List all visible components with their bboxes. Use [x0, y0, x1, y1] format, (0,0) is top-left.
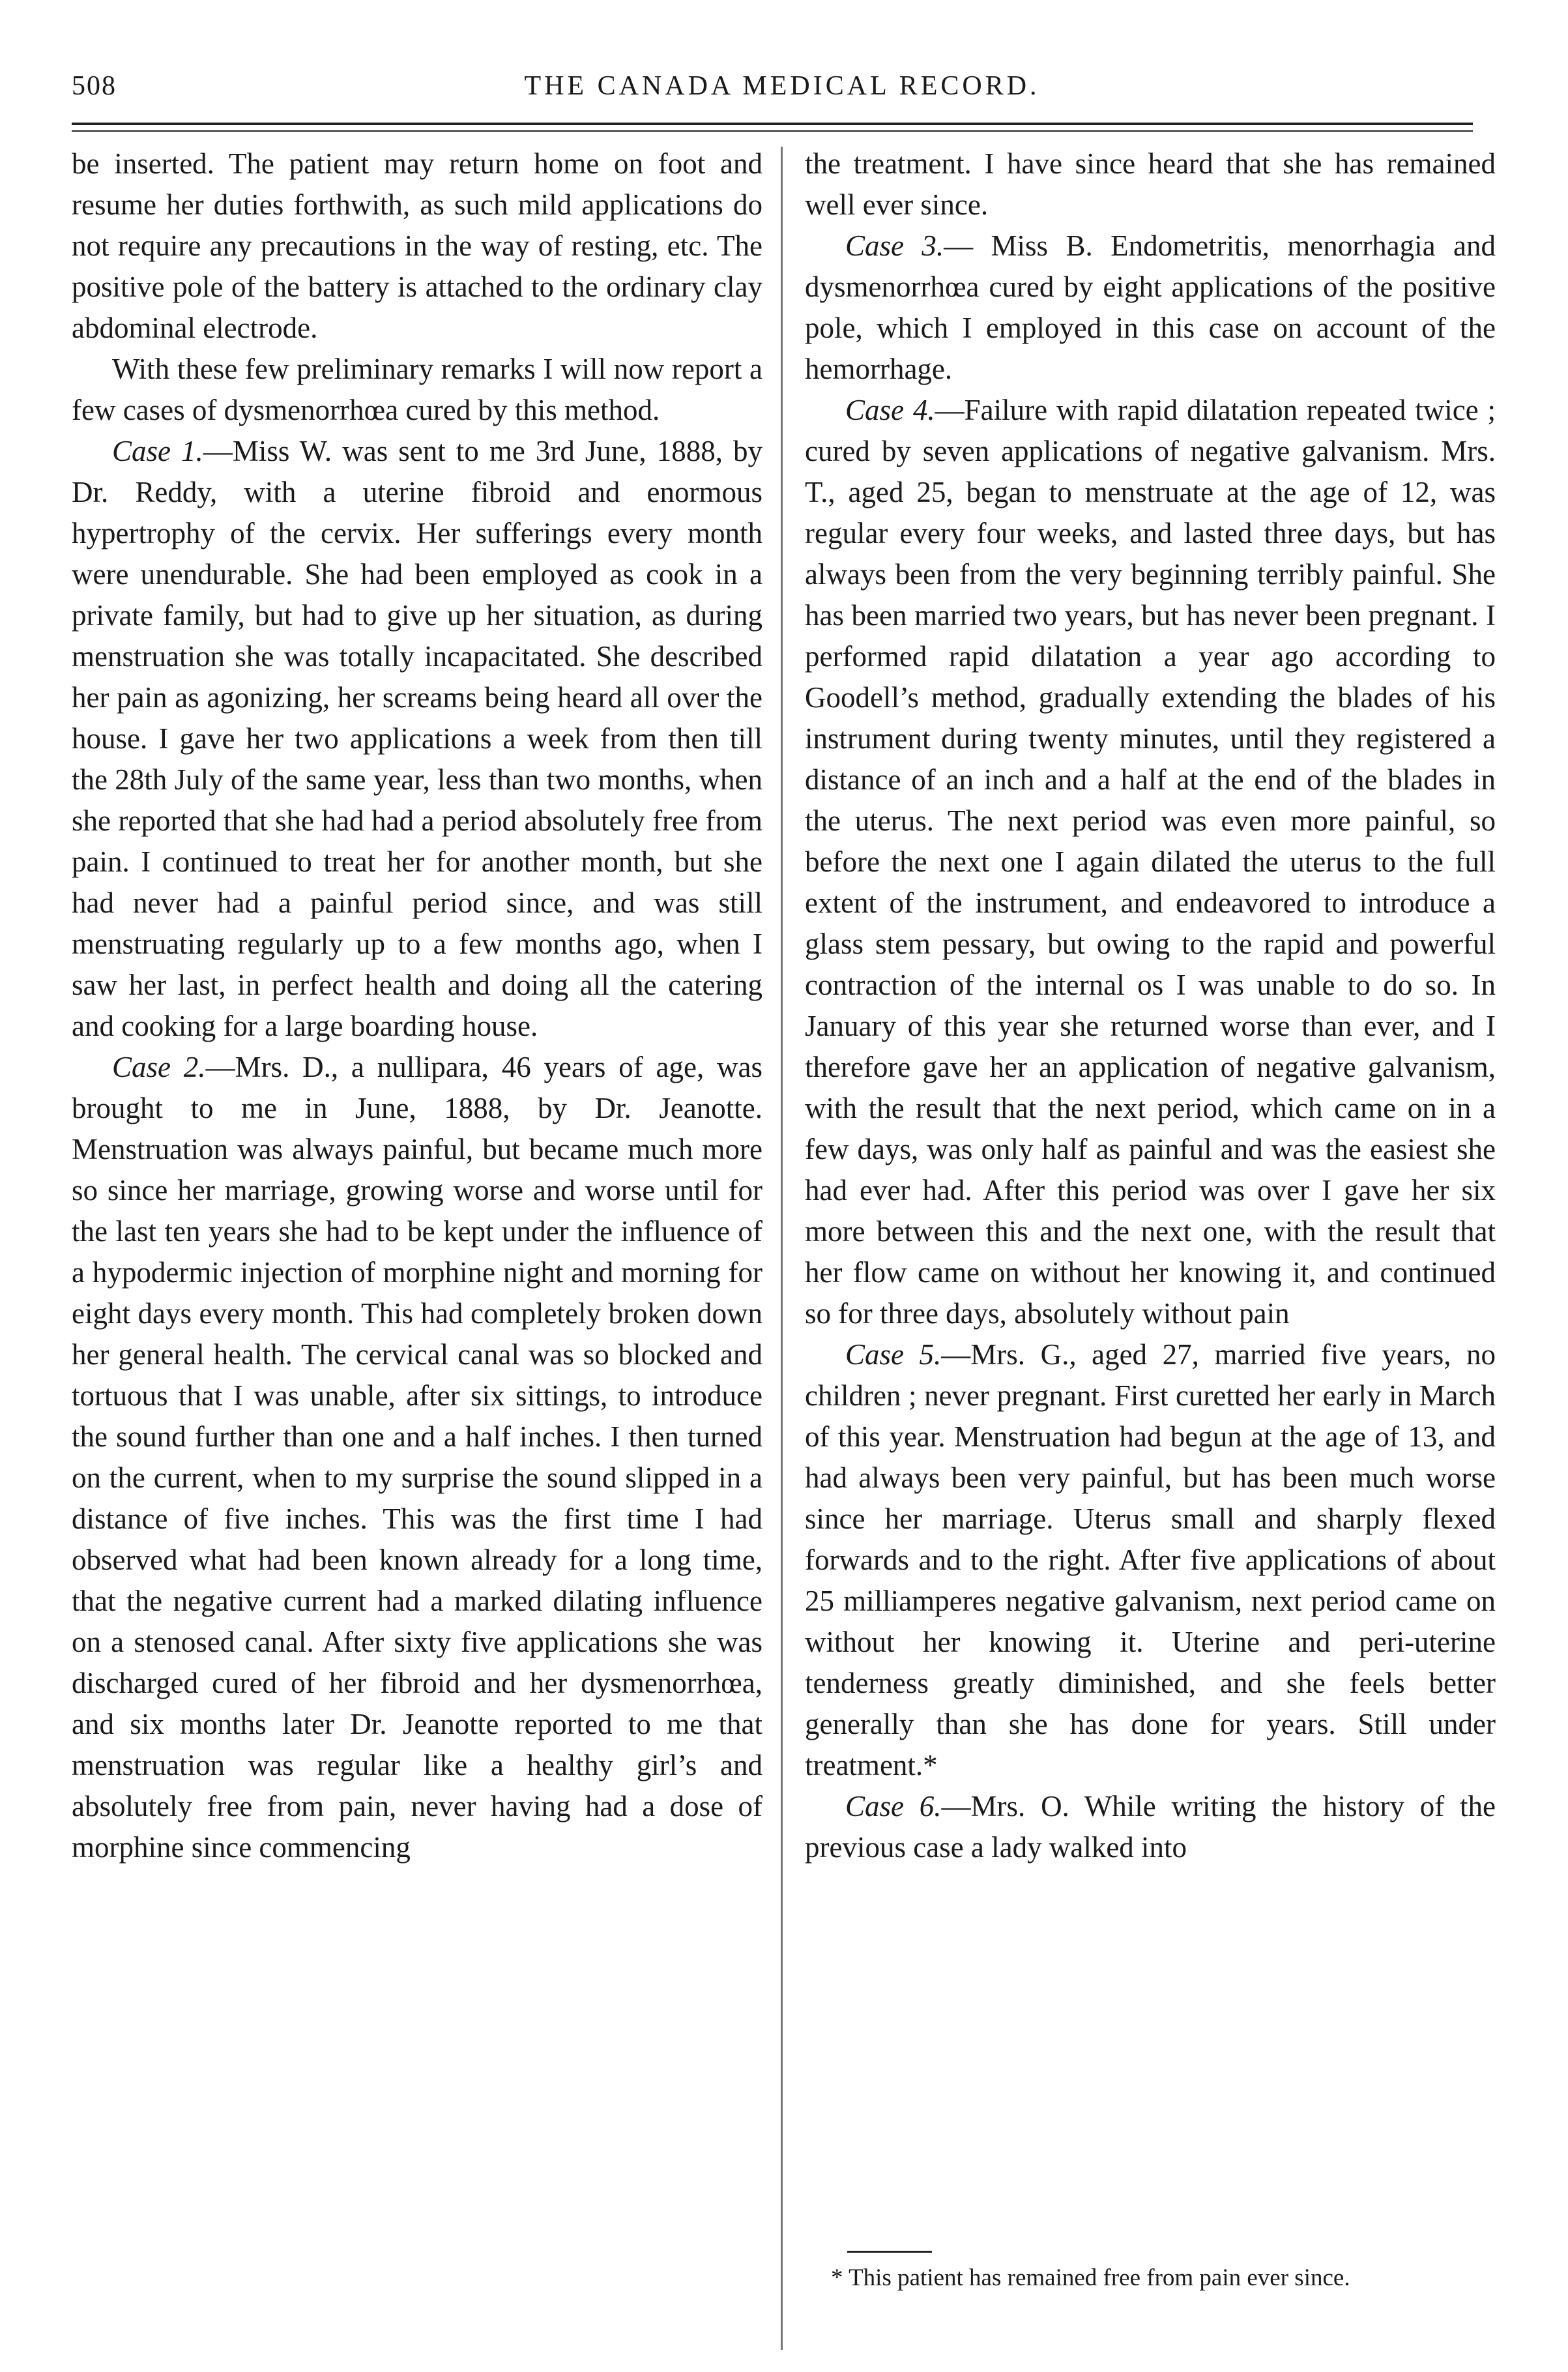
footnote: * This patient has remained free from pain ever since.: [831, 2264, 1350, 2291]
paragraph-case-5: [805, 1334, 1496, 1786]
case-6-label: Case 6.: [845, 1790, 942, 1823]
case-1-label: Case 1.: [112, 435, 203, 467]
paragraph-case-3: [805, 226, 1496, 390]
column-divider: [781, 147, 783, 2350]
paragraph-case-6: [805, 1786, 1496, 1868]
case-5-text: —Mrs. G., aged 27, married five years, no children ; never pregnant. First curetted her early in March of this year. Menstruation had begun at the age of 13, and had always been very painful, but has been much worse since her marriage. Uterus small and sharply flexed forwards and to the right. After five applications of about 25 milliamperes negative galvanism, next period came on without her knowing it. Uterine and peri-uterine tenderness greatly diminished, and she feels better generally than she has done for years. Still under treatment.*: [805, 1338, 1496, 1781]
paragraph-case-2: [72, 1047, 762, 1868]
paragraph-case-4: [805, 390, 1496, 1334]
right-column-text: [805, 143, 1496, 2216]
case-2-label: Case 2.: [112, 1051, 206, 1083]
case-2-text: —Mrs. D., a nullipara, 46 years of age, was brought to me in June, 1888, by Dr. Jeanotte. Menstruation was always painful, but became much more so since her marriage, growing worse and worse until for the last ten years she had to be kept under the influence of a hypodermic injection of morphine night and morning for eight days every month. This had completely broken down her general health. The cervical canal was so blocked and tortuous that I was unable, after six sittings, to introduce the sound further than one and a half inches. I then turned on the current, when to my surprise the sound slipped in a distance of five inches. This was the first time I had observed what had been known already for a long time, that the negative current had a marked dilating influence on a stenosed canal. After sixty five applications she was discharged cured of her fibroid and her dysmenorrhœa, and six months later Dr. Jeanotte reported to me that menstruation was regular like a healthy girl’s and absolutely free from pain, never having had a dose of morphine since commencing: [72, 1051, 762, 1864]
left-column: [72, 143, 762, 2353]
case-3-label: Case 3.: [845, 229, 944, 262]
left-column-text: [72, 143, 762, 2353]
case-3-text: — Miss B. Endometritis, menorrhagia and dysmenorrhœa cured by eight applications of the positive pole, which I employed in this case on account of the hemorrhage.: [805, 229, 1496, 385]
right-column: [805, 143, 1496, 2216]
paragraph-case-1: [72, 431, 762, 1047]
running-head: [72, 70, 1492, 110]
header-rule-thin: [72, 130, 1473, 132]
journal-title: THE CANADA MEDICAL RECORD.: [524, 71, 1040, 101]
case-5-label: Case 5.: [845, 1338, 942, 1371]
footnote-rule: [847, 2251, 932, 2253]
case-1-text: —Miss W. was sent to me 3rd June, 1888, by Dr. Reddy, with a uterine fibroid and enormous hypertrophy of the cervix. Her sufferings every month were unendurable. She had been employed as cook in a private family, but had to give up her situation, as during menstruation she was totally incapacitated. She described her pain as agonizing, her screams being heard all over the house. I gave her two applications a week from then till the 28th July of the same year, less than two months, when she reported that she had had a period absolutely free from pain. I continued to treat her for another month, but she had never had a painful period since, and was still menstruating regularly up to a few months ago, when I saw her last, in perfect health and doing all the catering and cooking for a large boarding house.: [72, 435, 762, 1042]
case-4-text: —Failure with rapid dilatation repeated twice ; cured by seven applications of negative galvanism. Mrs. T., aged 25, began to menstruate at the age of 12, was regular every four weeks, and lasted three days, but has always been from the very beginning terribly painful. She has been married two years, but has never been pregnant. I performed rapid dilatation a year ago according to Goodell’s method, gradually extending the blades of his instrument during twenty minutes, until they registered a distance of an inch and a half at the end of the blades in the uterus. The next period was even more painful, so before the next one I again dilated the uterus to the full extent of the instrument, and endeavored to introduce a glass stem pessary, but owing to the rapid and powerful contraction of the internal os I was unable to do so. In January of this year she returned worse than ever, and I therefore gave her an application of negative galvanism, with the result that the next period, which came on in a few days, was only half as painful and was the easiest she had ever had. After this period was over I gave her six more between this and the next one, with the result that her flow came on without her knowing it, and continued so for three days, absolutely without pain: [805, 394, 1496, 1330]
page-number: 508: [72, 71, 117, 101]
case-6-text: —Mrs. O. While writing the history of the previous case a lady walked into: [805, 1790, 1496, 1864]
header-rule-thick: [72, 123, 1473, 125]
paragraph-preliminary-remarks: With these few preliminary remarks I will now report a few cases of dysmenorrhœa cured by this method.: [72, 353, 762, 426]
paragraph-continued: be inserted. The patient may return home on foot and resume her duties forthwith, as such mild applications do not require any precautions in the way of resting, etc. The positive pole of the battery is attached to the ordinary clay abdominal electrode.: [72, 147, 762, 344]
paragraph-case-2-continued: the treatment. I have since heard that she has remained well ever since.: [805, 147, 1496, 221]
case-4-label: Case 4.: [845, 394, 935, 426]
